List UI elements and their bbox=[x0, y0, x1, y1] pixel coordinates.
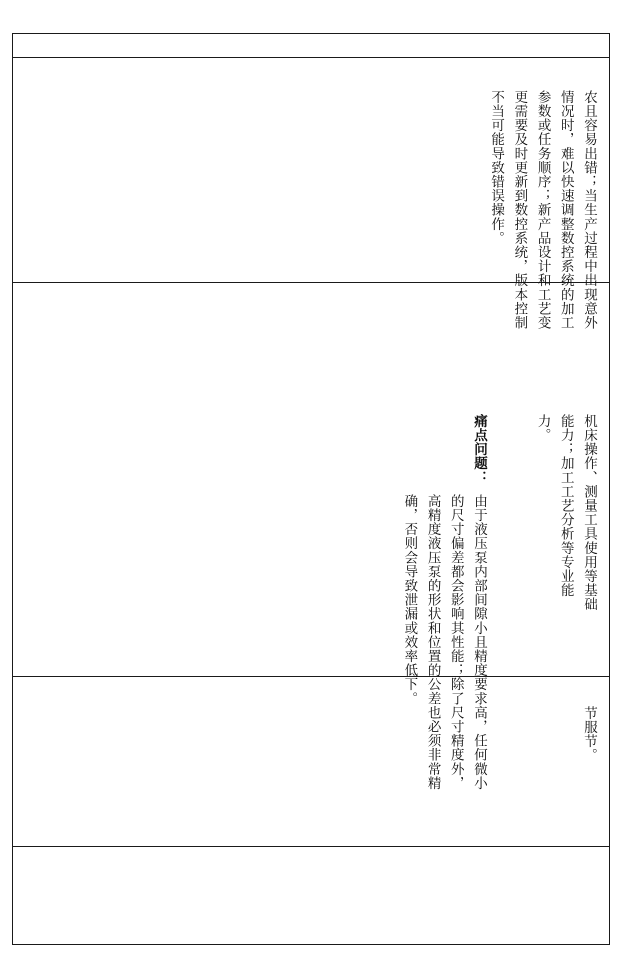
table-row-separator bbox=[13, 846, 609, 847]
document-table bbox=[12, 33, 610, 945]
table-row-separator bbox=[13, 676, 609, 677]
cell-pain-point-heading: 痛点问题： bbox=[472, 414, 487, 485]
table-row-separator bbox=[13, 57, 609, 58]
cell-machine-operation: 机床操作、测量工具使用等基础能力；加工工艺分析等专业能力。 bbox=[535, 414, 597, 612]
cell-operation-risk: 农且容易出错；当生产过程中出现意外情况时，难以快速调整数控系统的加工参数或任务顺序；新产品设计和工艺变更需要及时更新到数控系统，版本控制不当可能导致错误操作。 bbox=[489, 90, 597, 330]
cell-adjust: 节服节。 bbox=[582, 706, 597, 763]
cell-pain-point-body: 由于液压泵内部间隙小且精度要求高，任何微小的尺寸偏差都会影响其性能；除了尺寸精度外，高精度液压泵的形状和位置的公差也必须非常精确，否则会导致泄漏或效率低下。 bbox=[402, 494, 487, 791]
